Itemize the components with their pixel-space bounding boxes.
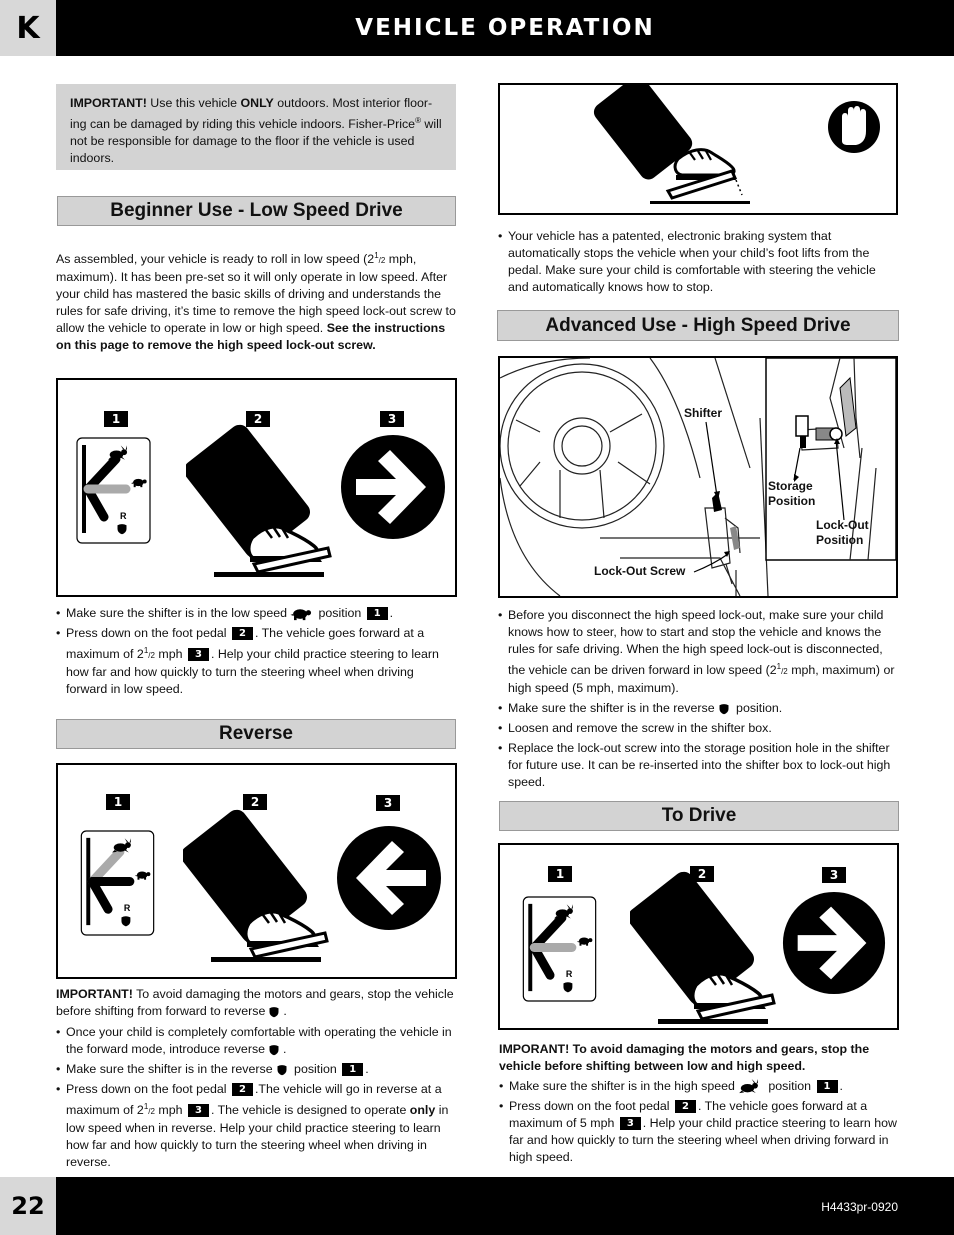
beginner-steps-figure — [56, 378, 457, 597]
paragraph-bold: See the instructions on this page to remove the high speed lock-out screw. — [56, 321, 446, 352]
to-drive-steps-figure — [498, 843, 899, 1030]
braking-figure — [498, 83, 898, 215]
step-badge-1: 1 — [342, 1063, 363, 1076]
shifter-low-speed-icon — [76, 437, 151, 544]
bullet-text: mph — [154, 1103, 186, 1117]
turtle-icon — [290, 607, 312, 621]
step-badge-2: 2 — [232, 627, 253, 640]
fraction-den: /2 — [378, 256, 386, 265]
advanced-bullets — [498, 607, 898, 794]
section-title: VEHICLE OPERATION — [355, 15, 655, 41]
reverse-r-label: R — [565, 969, 573, 980]
list-item — [56, 1024, 458, 1058]
beginner-paragraph — [56, 247, 456, 354]
shifter-lockout-figure — [498, 356, 898, 598]
reverse-heading: Reverse — [56, 719, 456, 749]
step-badge-2: 2 — [246, 411, 270, 427]
shifter-reverse-icon — [80, 830, 155, 936]
lockout-position-label: Lock-Out Position — [816, 518, 869, 547]
bullet-text: . — [365, 1062, 369, 1076]
reverse-r-label: R — [120, 511, 127, 521]
advanced-heading: Advanced Use - High Speed Drive — [497, 310, 899, 341]
to-drive-important-note: IMPORANT! To avoid damaging the motors and gears, stop the vehicle before shifting between low and high speed. — [499, 1042, 870, 1073]
step-badge-3: 3 — [380, 411, 404, 427]
note-text: . — [283, 1004, 287, 1018]
bullet-text: . Help your child practice steering to learn how far and how quickly to turn the steering wheel when driving forward in low speed. — [66, 647, 439, 696]
fraction-den: /2 — [781, 667, 788, 676]
important-indoor-notice — [56, 84, 456, 170]
list-item — [56, 625, 456, 698]
step-badge-1: 1 — [367, 607, 388, 620]
notice-text: Use this vehicle — [146, 96, 241, 110]
step-badge-2: 2 — [675, 1100, 696, 1113]
step-badge-2: 2 — [232, 1083, 253, 1096]
bullet-text: .The vehicle will go in reverse at a maximum of 2 — [66, 1082, 442, 1117]
bullet-text: Make sure the shifter is in the high speed — [509, 1079, 735, 1093]
list-item: • Loosen and remove the screw in the shifter box. — [498, 720, 898, 737]
note-text: To avoid damaging the motors and gears, stop the vehicle before shifting from forward to reverse — [56, 987, 454, 1018]
bullet-text: Make sure the shifter is in the reverse — [66, 1062, 273, 1076]
to-drive-bullets — [499, 1078, 899, 1169]
notice-text: will not be responsible for damage to the floor if the vehicle is used indoors. — [70, 117, 442, 165]
reverse-arrow-icon — [334, 823, 444, 933]
fraction-num: 1 — [374, 251, 379, 260]
notice-text: outdoors. Most interior floor-ing can be damaged by riding this vehicle indoors. Fisher-Price — [70, 96, 433, 131]
list-item — [498, 700, 898, 717]
bullet-text: . The vehicle is designed to operate — [210, 1103, 410, 1117]
shifter-label: Shifter — [684, 406, 723, 420]
bullet-text: mph — [154, 647, 186, 661]
reverse-steps-figure — [56, 763, 457, 979]
list-item — [56, 1061, 458, 1078]
fraction-den: /2 — [148, 1107, 155, 1116]
beginner-bullets — [56, 605, 456, 701]
bullet-text: Press down on the foot pedal — [66, 1082, 230, 1096]
step-badge-2: 2 — [243, 794, 267, 810]
step-badge-3: 3 — [188, 1104, 209, 1117]
lockout-screw-label: Lock-Out Screw — [594, 564, 686, 578]
list-item — [56, 605, 456, 622]
page-number: 22 — [0, 1177, 56, 1235]
bullet-text: . — [283, 1042, 287, 1056]
step-badge-1: 1 — [104, 411, 128, 427]
step-badge-3: 3 — [822, 867, 846, 883]
shifter-high-speed-icon — [522, 896, 597, 1002]
rabbit-icon — [738, 1079, 762, 1094]
reverse-bullets — [56, 1024, 458, 1174]
step-badge-3: 3 — [188, 648, 209, 661]
list-item: • Replace the lock-out screw into the storage position hole in the shifter for future use. It can be re-inserted into the shifter box to lock-out high speed. — [498, 740, 898, 791]
steering-shifter-diagram — [500, 358, 896, 596]
list-item — [499, 1098, 899, 1166]
fraction-den: /2 — [148, 651, 155, 660]
bullet-text: Press down on the foot pedal — [509, 1099, 673, 1113]
list-item — [498, 607, 898, 697]
bullet-text: position. — [732, 701, 783, 715]
foot-pedal-icon — [630, 867, 780, 1027]
step-badge-1: 1 — [548, 866, 572, 882]
bullet-text: Once your child is completely comfortable with operating the vehicle in the forward mode, introduce reverse — [66, 1025, 452, 1056]
bullet-text: mph, maximum) or high speed (5 mph, maximum). — [508, 663, 895, 695]
bullet-text: Press down on the foot pedal — [66, 626, 230, 640]
registered-mark: ® — [415, 116, 421, 125]
bullet-text: . — [839, 1079, 843, 1093]
reverse-icon — [268, 1044, 280, 1056]
to-drive-heading: To Drive — [499, 801, 899, 831]
fraction-num: 1 — [143, 646, 149, 655]
bullet-text: in low speed when in reverse. Help your child practice steering to learn how far and how quickly to turn the steering wheel when driving in reverse. — [66, 1103, 449, 1169]
paragraph-text: As assembled, your vehicle is ready to roll in low speed (2 — [56, 252, 375, 266]
beginner-heading: Beginner Use - Low Speed Drive — [57, 196, 456, 226]
footer-bar — [0, 1177, 954, 1235]
bullet-text: . The vehicle goes forward at a maximum of 5 mph — [509, 1099, 868, 1130]
fraction-num: 1 — [776, 662, 782, 671]
bullet-text: Make sure the shifter is in the reverse — [508, 701, 715, 715]
step-badge-1: 1 — [106, 794, 130, 810]
foot-pedal-icon — [186, 420, 336, 580]
list-item — [56, 1081, 458, 1171]
bullet-text: . Help your child practice steering to learn how far and how quickly to turn the steering wheel when driving forward in high speed. — [509, 1116, 897, 1164]
bullet-text: position — [764, 1079, 815, 1093]
forward-arrow-icon — [338, 432, 448, 542]
forward-arrow-icon — [780, 889, 888, 997]
foot-pedal-icon — [183, 805, 333, 965]
bullet-text: position — [315, 606, 365, 620]
bullet-text: Make sure the shifter is in the low speed — [66, 606, 288, 620]
important-label: IMPORTANT! — [56, 987, 133, 1001]
paragraph-text: mph, maximum). It has been pre-set so it will only operate in low speed. After your child has mastered the basic skills of driving and understands the rules for safe driving, it’s time to remove the high speed lock-out screw to allow the vehicle to operate in low or high speed. — [56, 252, 456, 335]
important-label: IMPORTANT! — [70, 96, 147, 110]
bullet-text: Before you disconnect the high speed lock-out, make sure your child knows how to steer, how to start and stop the vehicle and knows the rules for safe driving. When the high speed lock-out is disconnected, the vehicle can be driven forward in low speed (2 — [508, 608, 884, 677]
list-item — [499, 1078, 899, 1095]
step-badge-1: 1 — [817, 1080, 838, 1093]
list-item: • Your vehicle has a patented, electronic braking system that automatically stops the vehicle when your child’s foot lifts from the pedal. Make sure your child is comfortable with steering the vehicle and automatically knows how to stop. — [498, 228, 898, 296]
step-badge-2: 2 — [690, 866, 714, 882]
bullet-text: position — [290, 1062, 341, 1076]
reverse-icon — [276, 1064, 288, 1076]
reverse-r-label: R — [123, 903, 131, 914]
fraction-num: 1 — [143, 1102, 149, 1111]
bullet-bold: only — [409, 1103, 436, 1117]
reverse-important-note — [56, 986, 456, 1020]
reverse-icon — [718, 703, 730, 715]
notice-only: ONLY — [240, 96, 274, 110]
step-badge-3: 3 — [620, 1117, 641, 1130]
chapter-tab: K — [0, 0, 56, 56]
foot-lift-brake-icon — [500, 85, 896, 213]
bullet-text: . — [389, 606, 394, 620]
document-code: H4433pr-0920 — [821, 1200, 898, 1214]
step-badge-3: 3 — [376, 795, 400, 811]
storage-position-label: Storage Position — [768, 479, 816, 508]
bullet-text: . The vehicle goes forward at a maximum of 2 — [66, 626, 425, 661]
reverse-icon — [268, 1006, 280, 1018]
braking-bullets — [498, 228, 898, 299]
